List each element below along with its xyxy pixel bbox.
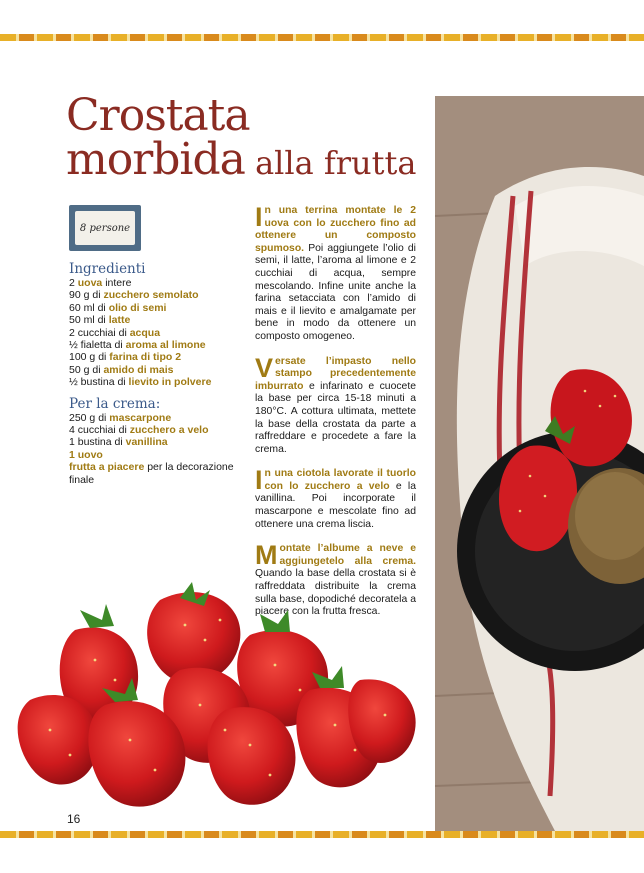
ingredient-quantity: 90 g di <box>69 289 104 302</box>
ingredient-ingredient-name: lievito in polvere <box>128 376 212 389</box>
ingredient-item <box>69 302 239 314</box>
ingredient-ingredient-name: aroma al limone <box>125 339 206 352</box>
cream-quantity: 1 bustina di <box>69 436 126 449</box>
step-lead-text: n una ciotola lavorate il tuorlo con lo zucchero a velo <box>264 468 416 492</box>
ingredient-quantity: ½ fialetta di <box>69 339 126 352</box>
drop-cap: I <box>255 202 263 232</box>
cream-quantity: 250 g di <box>69 411 110 424</box>
step-lead-text: ersate l’impasto nello stampo precedentemente imburrato <box>255 355 416 392</box>
recipe-step <box>255 352 416 457</box>
ingredient-item <box>69 351 239 363</box>
ingredient-ingredient-name: zucchero semolato <box>103 289 199 302</box>
ingredient-item <box>69 339 239 351</box>
ingredient-ingredient-name: amido di mais <box>103 363 174 376</box>
ingredient-quantity: ½ bustina di <box>69 376 129 389</box>
drop-cap: I <box>255 465 263 496</box>
cream-item <box>69 424 239 436</box>
top-decorative-stripe <box>0 34 644 41</box>
ingredient-ingredient-name: olio di semi <box>108 301 167 314</box>
step-body-text: Poi aggiungete l’olio di semi, il latte, l’aroma al limone e 2 cucchiai di acqua, sempre mescolando. Infine unite anche la farina setacciata con l’amido di mais e il lievito e amalgamate per bene in modo da ottenere un composto omogeneo. <box>255 242 416 342</box>
title-line-2a: morbida <box>66 134 245 185</box>
cream-item <box>69 449 239 461</box>
cream-quantity: 4 cucchiai di <box>69 424 130 437</box>
bottom-decorative-stripe <box>0 831 644 838</box>
ingredient-quantity: 60 ml di <box>69 301 109 314</box>
ingredient-ingredient-name: latte <box>108 314 131 327</box>
ingredient-ingredient-name: uova <box>77 277 103 289</box>
cream-item <box>69 412 239 424</box>
drop-cap: V <box>255 352 274 383</box>
ingredient-item <box>69 376 239 388</box>
recipe-step <box>255 465 416 531</box>
title-line-2b: alla frutta <box>255 144 417 182</box>
step-lead-text: n una terrina montate le 2 uova con lo zucchero fino ad ottenere un composto spumoso. <box>255 205 416 254</box>
drop-cap: M <box>255 540 278 571</box>
step-lead-text: ontate l’albume a neve e aggiungetelo alla crema. <box>279 543 416 567</box>
cream-ingredient-name: zucchero a velo <box>129 424 209 437</box>
ingredient-note: intere <box>102 277 132 289</box>
servings-badge <box>69 205 141 251</box>
ingredient-item <box>69 327 239 339</box>
ingredient-ingredient-name: acqua <box>129 326 161 339</box>
step-body-text: e infarinato e cuocete la base per circa 15-18 minuti a 180°C. A cottura ultimata, mettete la base della crostata da parte a raffreddare e procedete a fare la crema. <box>255 380 416 455</box>
cream-item <box>69 436 239 448</box>
ingredient-quantity: 100 g di <box>69 351 110 364</box>
strawberries-image <box>10 580 430 820</box>
ingredient-item <box>69 314 239 326</box>
recipe-title <box>66 90 417 185</box>
ingredient-item <box>69 289 239 301</box>
recipe-step <box>255 202 416 344</box>
page-number: 16 <box>67 812 81 826</box>
cream-ingredient-name: frutta a piacere <box>69 461 145 474</box>
ingredients-heading: Ingredienti <box>69 261 146 277</box>
ingredient-item <box>69 277 239 289</box>
cream-ingredient-name: vanillina <box>125 436 168 449</box>
bowl-photo <box>435 96 644 831</box>
title-line-1: Crostata <box>66 90 250 141</box>
recipe-steps <box>255 202 416 631</box>
ingredient-quantity: 50 g di <box>69 363 104 376</box>
ingredient-item <box>69 364 239 376</box>
ingredient-quantity: 50 ml di <box>69 314 109 327</box>
cream-item <box>69 461 239 486</box>
ingredient-quantity: 2 cucchiai di <box>69 326 130 339</box>
cream-ingredient-name: 1 uovo <box>69 448 103 461</box>
ingredient-ingredient-name: farina di tipo 2 <box>109 351 182 364</box>
step-body-text: Quando la base della crostata si è raffreddata distribuite la crema sulla base, dopodiché decoratela a piacere con la frutta fresca. <box>255 568 416 618</box>
step-body-text: e la vanillina. Poi incorporate il mascarpone e mescolate fino ad ottenere una crema liscia. <box>255 480 416 530</box>
ingredients-list <box>69 262 239 486</box>
cream-ingredient-name: mascarpone <box>109 411 172 424</box>
ingredient-quantity: 2 <box>69 277 78 289</box>
servings-text: 8 persone <box>75 211 135 245</box>
cream-note: per la decorazione finale <box>69 461 234 486</box>
cream-heading: Per la crema: <box>69 395 161 412</box>
